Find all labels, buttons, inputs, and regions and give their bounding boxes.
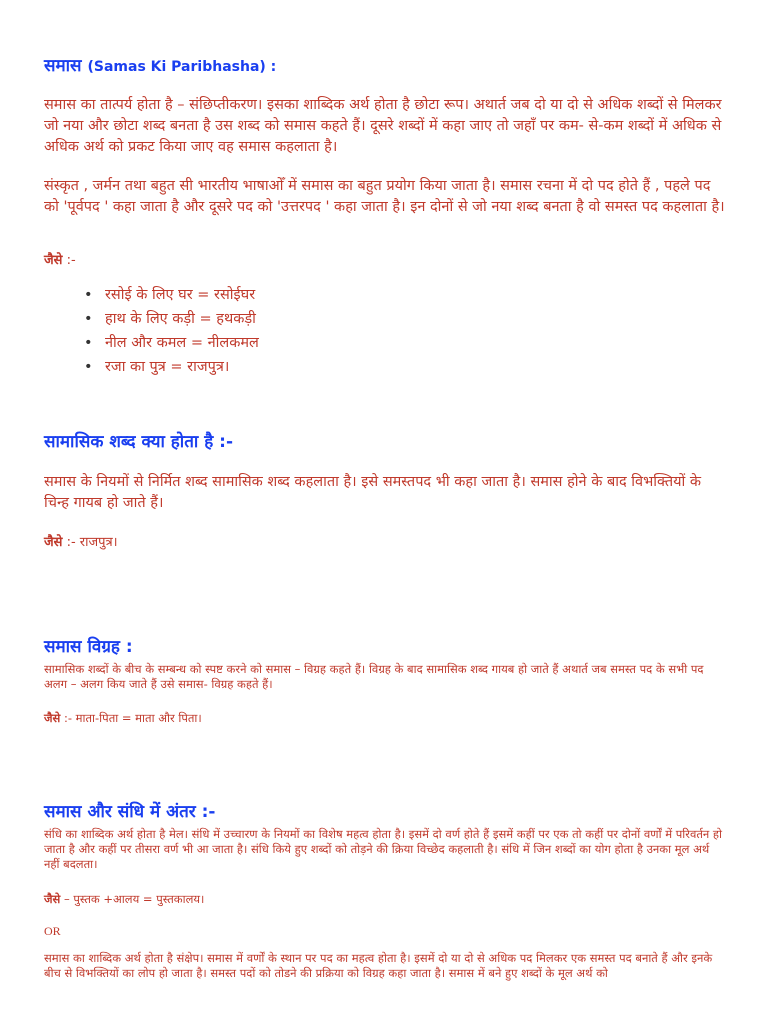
or-separator: OR	[44, 924, 61, 938]
bullet-icon: •	[84, 287, 93, 303]
example-label: जैसे	[44, 711, 61, 725]
list-item-text: हाथ के लिए कड़ी = हथकड़ी	[105, 311, 256, 327]
section-heading-samas-sandhi-antar: समास और संधि में अंतर :-	[44, 802, 216, 822]
bullet-icon: •	[84, 359, 93, 375]
list-item	[84, 307, 259, 331]
list-item-text: नील और कमल = नीलकमल	[105, 335, 259, 351]
sandhi-example	[44, 892, 728, 907]
section-heading-samas-vigrah: समास विग्रह :	[44, 637, 133, 657]
list-item-text: रसोई के लिए घर = रसोईघर	[105, 287, 256, 303]
heading-english: (Samas Ki Paribhasha) :	[87, 59, 277, 75]
vigrah-example	[44, 711, 728, 726]
sandhi-paragraph: संधि का शाब्दिक अर्थ होता है मेल। संधि में उच्चारण के नियमों का विशेष महत्व होता है। इसमें दो वर्ण होते हैं इसमें कहीं पर एक तो कहीं पर दोनों वर्णों में परिवर्तन हो जाता है और कहीं पर तीसरा वर्ण भी आ जाता है। संधि किये हुए शब्दों को तोड़ने की क्रिया विच्छेद कहलाती है। संधि में जिन शब्दों का योग होता है उनका मूल अर्थ नहीं बदलता।	[44, 827, 723, 871]
list-item-text: रजा का पुत्र = राजपुत्र।	[105, 359, 230, 375]
heading-hindi: समास	[44, 56, 82, 76]
section-heading-samas	[44, 53, 728, 76]
example-text: – पुस्तक +आलय = पुस्तकालय।	[60, 892, 205, 906]
example-label: जैसे	[44, 535, 63, 550]
example-label: जैसे	[44, 253, 63, 268]
list-item	[84, 283, 259, 307]
samas-usage-paragraph: संस्कृत , जर्मन तथा बहुत सी भारतीय भाषाओँ में समास का बहुत प्रयोग किया जाता है। समास रचना में दो पद होते हैं , पहले पद को 'पूर्वपद ' कहा जाता है और दूसरे पद को 'उत्तरपद ' कहा जाता है। इन दोनों से जो नया शब्द बनता है वो समस्त पद कहलाता है।	[44, 178, 725, 215]
example-intro	[44, 250, 728, 268]
example-suffix: :-	[62, 253, 76, 268]
example-text: :- राजपुत्र।	[62, 535, 118, 550]
list-item	[84, 331, 259, 355]
samasik-example	[44, 532, 728, 550]
bullet-icon: •	[84, 311, 93, 327]
example-list	[84, 283, 259, 379]
bullet-icon: •	[84, 335, 93, 351]
list-item	[84, 355, 259, 379]
section-heading-samasik-shabd: सामासिक शब्द क्या होता है :-	[44, 432, 234, 452]
samas-definition-paragraph: समास का तात्पर्य होता है – संछिप्तीकरण। इसका शाब्दिक अर्थ होता है छोटा रूप। अथार्त जब दो या दो से अधिक शब्दों से मिलकर जो नया और छोटा शब्द बनता है उस शब्द को समास कहते हैं। दूसरे शब्दों में कहा जाए तो जहाँ पर कम- से-कम शब्दों में अधिक से अधिक अर्थ को प्रकट किया जाए वह समास कहलाता है।	[44, 97, 722, 155]
samas-vs-sandhi-paragraph: समास का शाब्दिक अर्थ होता है संक्षेप। समास में वर्णों के स्थान पर पद का महत्व होता है। इसमें दो या दो से अधिक पद मिलकर एक समस्त पद बनाते हैं और इनके बीच से विभक्तियों का लोप हो जाता है। समस्त पदों को तोडने की प्रक्रिया को विग्रह कहा जाता है। समास में बने हुए शब्दों के मूल अर्थ को	[44, 951, 713, 980]
samasik-shabd-paragraph: समास के नियमों से निर्मित शब्द सामासिक शब्द कहलाता है। इसे समस्तपद भी कहा जाता है। समास होने के बाद विभक्तियों के चिन्ह गायब हो जाते हैं।	[44, 474, 701, 511]
samas-vigrah-paragraph: सामासिक शब्दों के बीच के सम्बन्ध को स्पष्ट करने को समास – विग्रह कहते हैं। विग्रह के बाद सामासिक शब्द गायब हो जाते हैं अथार्त जब समस्त पद के सभी पद अलग – अलग किय जाते हैं उसे समास- विग्रह कहते हैं।	[44, 662, 704, 691]
example-text: :- माता-पिता = माता और पिता।	[60, 711, 202, 725]
example-label: जैसे	[44, 892, 61, 906]
